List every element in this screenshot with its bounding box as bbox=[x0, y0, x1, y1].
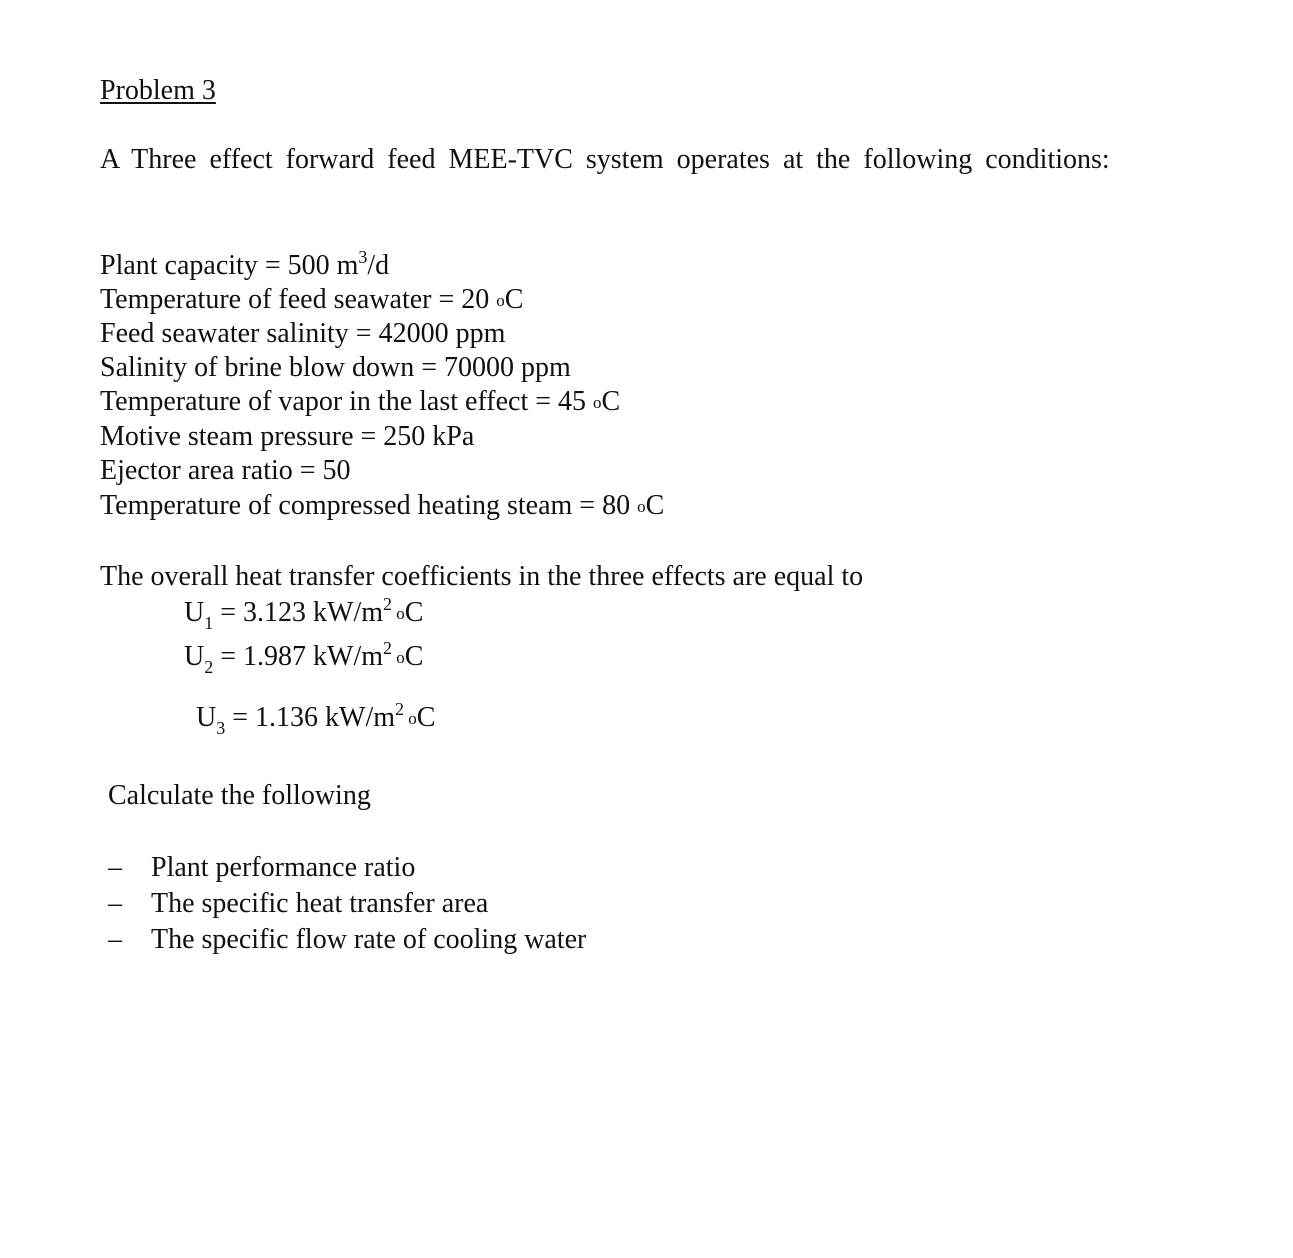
calculate-heading: Calculate the following bbox=[108, 780, 371, 811]
symbol: U bbox=[184, 597, 205, 628]
unit: C bbox=[601, 386, 621, 417]
problem-intro: A Three effect forward feed MEE-TVC system operates at the following conditions: bbox=[100, 144, 1110, 175]
problem-title: Problem 3 bbox=[100, 75, 216, 106]
unit: C bbox=[645, 490, 665, 521]
condition-compressed-temperature bbox=[100, 489, 664, 526]
unit: C bbox=[416, 702, 436, 733]
condition-feed-temperature bbox=[100, 283, 523, 320]
subscript: 1 bbox=[204, 613, 214, 633]
task-text: Plant performance ratio bbox=[151, 852, 416, 883]
value: = 3.123 kW/m bbox=[213, 597, 384, 628]
bullet-dash: – bbox=[108, 888, 122, 919]
condition-ejector-ratio: Ejector area ratio = 50 bbox=[100, 455, 351, 486]
coefficient-u1 bbox=[184, 596, 423, 633]
bullet-dash: – bbox=[108, 852, 122, 883]
superscript: 2 bbox=[383, 594, 393, 614]
degree-symbol: o bbox=[392, 648, 405, 667]
symbol: U bbox=[184, 641, 205, 672]
degree-symbol: o bbox=[637, 497, 646, 516]
superscript: 3 bbox=[358, 247, 368, 267]
condition-vapor-temperature bbox=[100, 385, 620, 422]
symbol: U bbox=[196, 702, 217, 733]
condition-label: Plant capacity = 500 m bbox=[100, 250, 359, 281]
degree-symbol: o bbox=[593, 393, 602, 412]
condition-brine-salinity: Salinity of brine blow down = 70000 ppm bbox=[100, 352, 571, 383]
unit: C bbox=[504, 284, 524, 315]
subscript: 2 bbox=[204, 657, 214, 677]
condition-motive-pressure: Motive steam pressure = 250 kPa bbox=[100, 421, 475, 452]
degree-symbol: o bbox=[404, 709, 417, 728]
task-text: The specific heat transfer area bbox=[151, 888, 489, 919]
coefficient-u2 bbox=[184, 640, 423, 677]
condition-label: Temperature of compressed heating steam = 80 bbox=[100, 490, 638, 521]
superscript: 2 bbox=[383, 638, 393, 658]
condition-label: Temperature of vapor in the last effect = 45 bbox=[100, 386, 594, 417]
unit: C bbox=[404, 597, 424, 628]
condition-label: Temperature of feed seawater = 20 bbox=[100, 284, 497, 315]
degree-symbol: o bbox=[496, 291, 505, 310]
condition-plant-capacity bbox=[100, 249, 389, 285]
subscript: 3 bbox=[216, 718, 226, 738]
task-text: The specific flow rate of cooling water bbox=[151, 924, 587, 955]
value: = 1.136 kW/m bbox=[225, 702, 396, 733]
unit: C bbox=[404, 641, 424, 672]
unit-suffix: /d bbox=[367, 250, 390, 281]
condition-feed-salinity: Feed seawater salinity = 42000 ppm bbox=[100, 318, 506, 349]
value: = 1.987 kW/m bbox=[213, 641, 384, 672]
degree-symbol: o bbox=[392, 604, 405, 623]
bullet-dash: – bbox=[108, 924, 122, 955]
coefficient-u3 bbox=[196, 701, 435, 738]
superscript: 2 bbox=[395, 699, 405, 719]
coefficients-intro: The overall heat transfer coefficients in the three effects are equal to bbox=[100, 561, 864, 592]
